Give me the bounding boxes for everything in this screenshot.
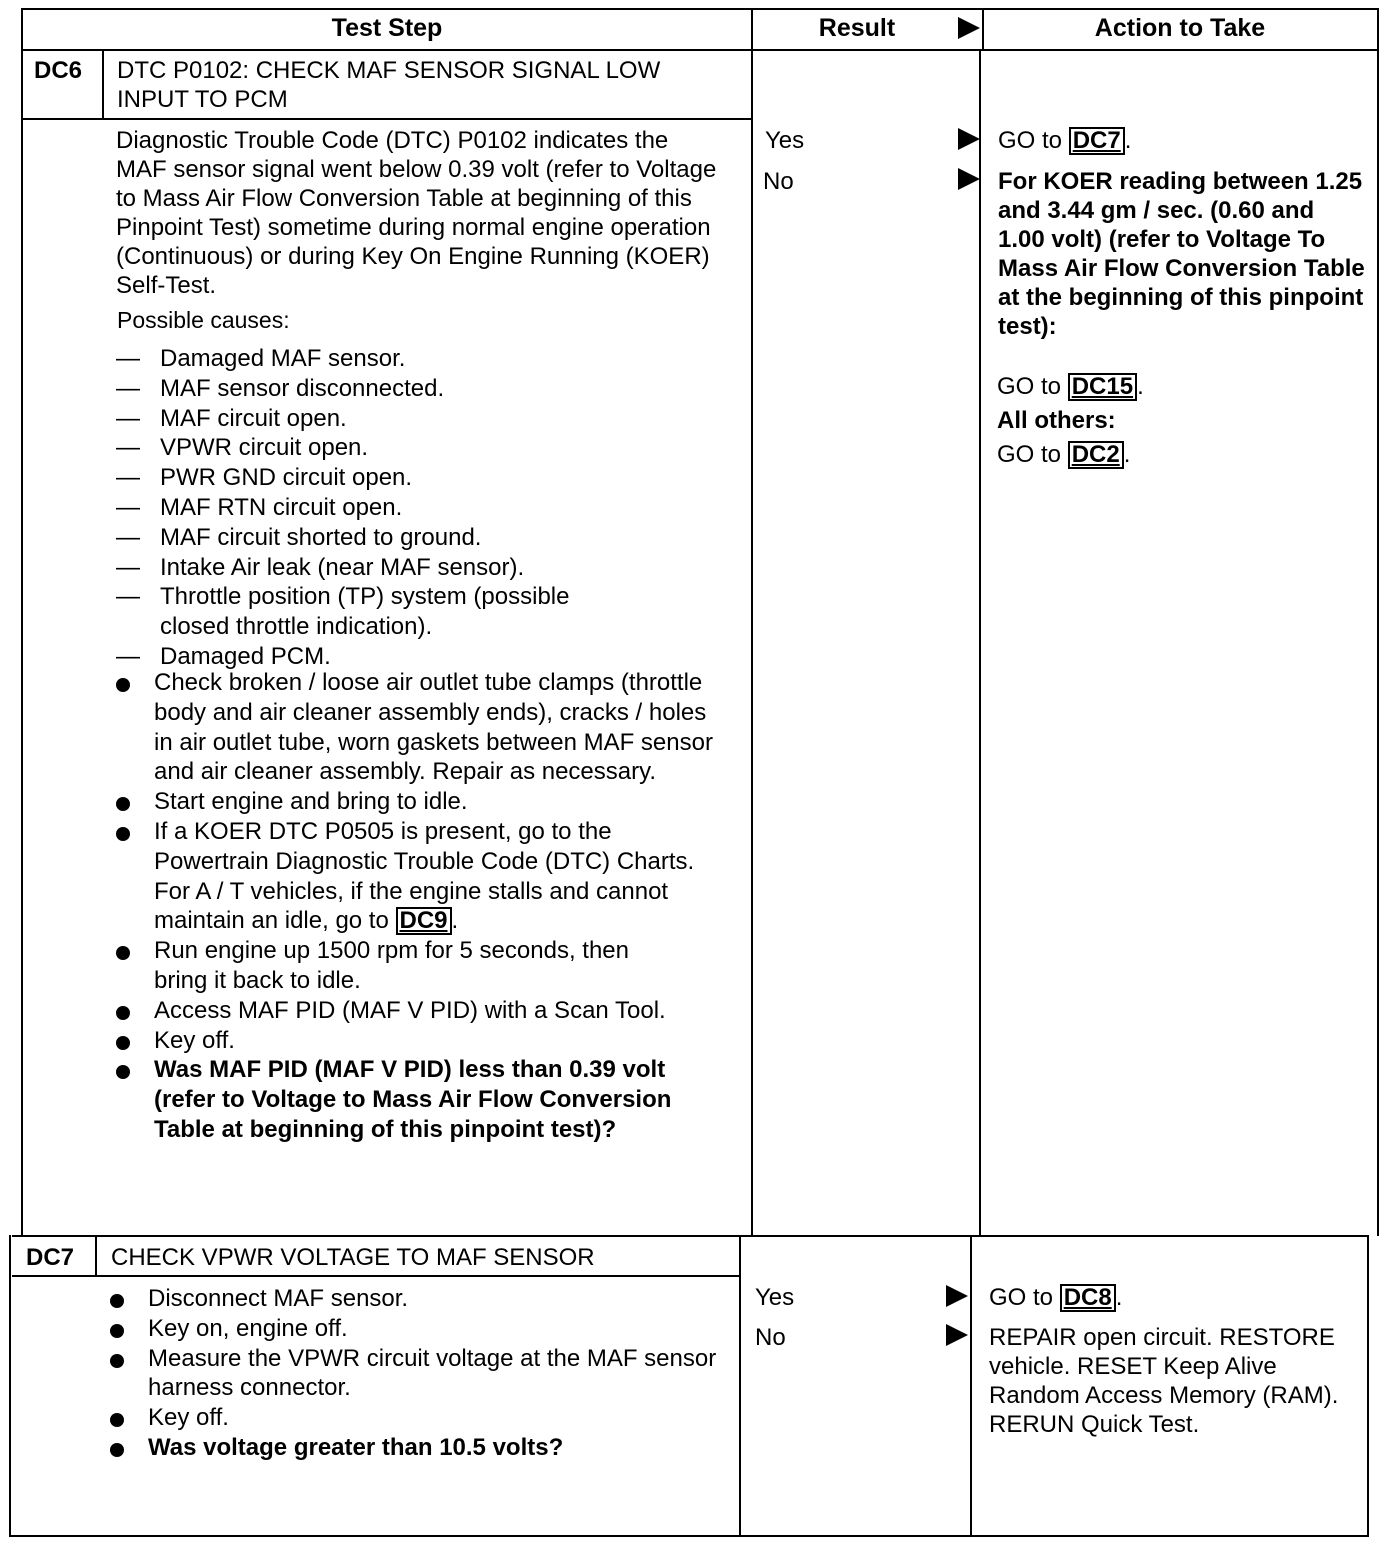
dc6-result-no: No <box>763 168 794 195</box>
list-item <box>114 996 726 1026</box>
dash-marker: — <box>116 404 140 432</box>
list-item <box>116 553 728 583</box>
list-item <box>116 463 728 493</box>
list-item <box>116 582 728 642</box>
list-item <box>108 1284 720 1314</box>
dc6-dc7-divider <box>12 1235 1369 1237</box>
dc7-reference[interactable]: DC7 <box>1069 127 1125 155</box>
dc6-action-no-goto: GO to DC15 . <box>997 373 1144 400</box>
dc7-steps-list <box>108 1284 720 1463</box>
dc7-result-yes: Yes <box>755 1284 795 1311</box>
step-text: If a KOER DTC P0505 is present, go to the Powertrain Diagnostic Trouble Code (DTC) Charts. For A / T vehicles, if the engine stalls and cannot maintain an idle, go to <box>154 817 695 935</box>
dc6-result-yes: Yes <box>765 127 805 154</box>
left-border-upper <box>21 8 23 1236</box>
header-test-step: Test Step <box>331 14 443 42</box>
dc8-reference[interactable]: DC8 <box>1060 1284 1116 1312</box>
action-divider-mid <box>979 49 981 1236</box>
bullet-icon <box>116 797 130 811</box>
dash-marker: — <box>116 434 140 462</box>
cause-text: MAF sensor disconnected. <box>160 374 445 402</box>
dc6-question: Was MAF PID (MAF V PID) less than 0.39 volt (refer to Voltage to Mass Air Flow Conversion Table at beginning of this pinpoint test)? <box>154 1056 672 1143</box>
result-divider-lower <box>739 1235 741 1536</box>
table-bottom-border <box>9 1535 1369 1537</box>
dc6-action-yes: GO to DC7 . <box>998 127 1132 154</box>
bullet-icon <box>110 1324 124 1338</box>
list-item <box>108 1344 720 1404</box>
dc6-code: DC6 <box>34 57 83 84</box>
list-item <box>116 374 728 404</box>
dc7-no-arrow-icon <box>946 1324 968 1346</box>
dash-marker: — <box>116 523 140 551</box>
list-item: If a KOER DTC P0505 is present, go to the Powertrain Diagnostic Trouble Code (DTC) Charts. For A / T vehicles, if the engine stalls and cannot maintain an idle, go to DC9 . <box>114 817 726 936</box>
cause-text: MAF RTN circuit open. <box>160 493 403 521</box>
bullet-icon <box>116 1036 130 1050</box>
header-bottom-border <box>22 49 1378 51</box>
right-border-upper <box>1377 8 1379 1236</box>
cause-text: Throttle position (TP) system (possible closed throttle indication). <box>160 583 570 641</box>
dash-marker: — <box>116 493 140 521</box>
dash-marker: — <box>116 553 140 581</box>
bullet-icon <box>110 1294 124 1308</box>
dc6-causes-list <box>116 344 728 672</box>
list-item <box>114 1055 726 1144</box>
table-top-border <box>22 8 1378 10</box>
bullet-icon <box>116 946 130 960</box>
dash-marker: — <box>116 345 140 372</box>
list-item <box>116 523 728 553</box>
result-divider-upper <box>751 8 753 1236</box>
dc7-code: DC7 <box>26 1244 75 1271</box>
list-item <box>114 1026 726 1056</box>
dc15-reference[interactable]: DC15 <box>1068 373 1137 401</box>
list-item <box>116 404 728 434</box>
dash-marker: — <box>116 374 140 402</box>
list-item <box>114 936 726 996</box>
dc7-action-no: REPAIR open circuit. RESTORE vehicle. RESET Keep Alive Random Access Memory (RAM). RERUN Quick Test. <box>989 1324 1339 1438</box>
step-text: Measure the VPWR circuit voltage at the MAF sensor harness connector. <box>148 1344 717 1402</box>
bullet-icon <box>116 1065 130 1079</box>
dc7-title-divider <box>12 1275 740 1277</box>
list-item <box>114 668 726 787</box>
dash-marker: — <box>116 583 140 611</box>
header-action: Action to Take <box>1094 14 1266 42</box>
cause-text: VPWR circuit open. <box>160 434 369 462</box>
list-item <box>114 787 726 817</box>
dc7-title: CHECK VPWR VOLTAGE TO MAF SENSOR <box>111 1244 595 1271</box>
dc6-no-arrow-icon <box>958 168 980 190</box>
dc9-reference[interactable]: DC9 <box>396 907 452 935</box>
step-text: Disconnect MAF sensor. <box>148 1285 409 1312</box>
list-item <box>108 1433 720 1463</box>
list-item <box>108 1403 720 1433</box>
bullet-icon <box>116 678 130 692</box>
step-text: Run engine up 1500 rpm for 5 seconds, then bring it back to idle. <box>154 937 629 994</box>
dc7-yes-arrow-icon <box>946 1285 968 1307</box>
dc6-description: Diagnostic Trouble Code (DTC) P0102 indicates the MAF sensor signal went below 0.39 volt (refer to Voltage to Mass Air Flow Conversion Table at beginning of this Pinpoint Test) sometime during normal engine operation (Continuous) or during Key On Engine Running (KOER) Self-Test. <box>116 127 717 299</box>
bullet-icon <box>110 1443 124 1457</box>
dc6-steps-list <box>114 668 726 1145</box>
dc6-title-divider <box>22 118 752 120</box>
step-text: Start engine and bring to idle. <box>154 788 468 816</box>
dc7-question: Was voltage greater than 10.5 volts? <box>148 1433 564 1461</box>
cause-text: Intake Air leak (near MAF sensor). <box>160 553 525 581</box>
dc6-action-no-condition: For KOER reading between 1.25 and 3.44 gm / sec. (0.60 and 1.00 volt) (refer to Voltage To Mass Air Flow Conversion Table at the beginning of this pinpoint test): <box>998 168 1365 340</box>
cause-text: MAF circuit open. <box>160 404 347 432</box>
list-item <box>116 433 728 463</box>
cause-text: Damaged PCM. <box>160 642 331 670</box>
cause-text: PWR GND circuit open. <box>160 464 413 492</box>
dc7-code-divider <box>95 1235 97 1276</box>
dash-marker: — <box>116 464 140 492</box>
header-result: Result <box>818 14 896 42</box>
bullet-icon <box>110 1413 124 1427</box>
bullet-icon <box>110 1354 124 1368</box>
cause-text: MAF circuit shorted to ground. <box>160 523 482 551</box>
step-text: Check broken / loose air outlet tube clamps (throttle body and air cleaner assembly ends), cracks / holes in air outlet tube, worn gaskets between MAF sensor and air cleaner assembly. Repair as necessary. <box>154 669 713 786</box>
list-item <box>116 344 728 374</box>
dc6-possible-causes-label: Possible causes: <box>117 307 290 333</box>
dc6-code-divider <box>102 49 104 119</box>
dash-marker: — <box>116 642 140 670</box>
header-arrow-icon <box>958 17 980 39</box>
list-item <box>116 493 728 523</box>
bullet-icon <box>116 1006 130 1020</box>
list-item <box>108 1314 720 1344</box>
step-text: Key off. <box>154 1026 235 1054</box>
dc6-yes-arrow-icon <box>958 128 980 150</box>
dc6-action-all-others: All others: <box>997 407 1116 434</box>
dc7-result-no: No <box>755 1324 786 1351</box>
step-text: Key on, engine off. <box>148 1314 348 1342</box>
dc2-reference[interactable]: DC2 <box>1068 441 1124 469</box>
bullet-icon <box>116 827 130 841</box>
step-text: Access MAF PID (MAF V PID) with a Scan Tool. <box>154 996 666 1024</box>
right-border-lower <box>1367 1235 1369 1536</box>
cause-text: Damaged MAF sensor. <box>160 345 406 372</box>
action-divider-lower <box>970 1235 972 1536</box>
step-text: Key off. <box>148 1404 229 1432</box>
dc6-action-all-others-goto: GO to DC2 . <box>997 441 1131 468</box>
dc6-title: DTC P0102: CHECK MAF SENSOR SIGNAL LOW INPUT TO PCM <box>117 57 661 113</box>
left-border-lower <box>9 1235 11 1536</box>
dc7-action-yes: GO to DC8 . <box>989 1284 1123 1311</box>
